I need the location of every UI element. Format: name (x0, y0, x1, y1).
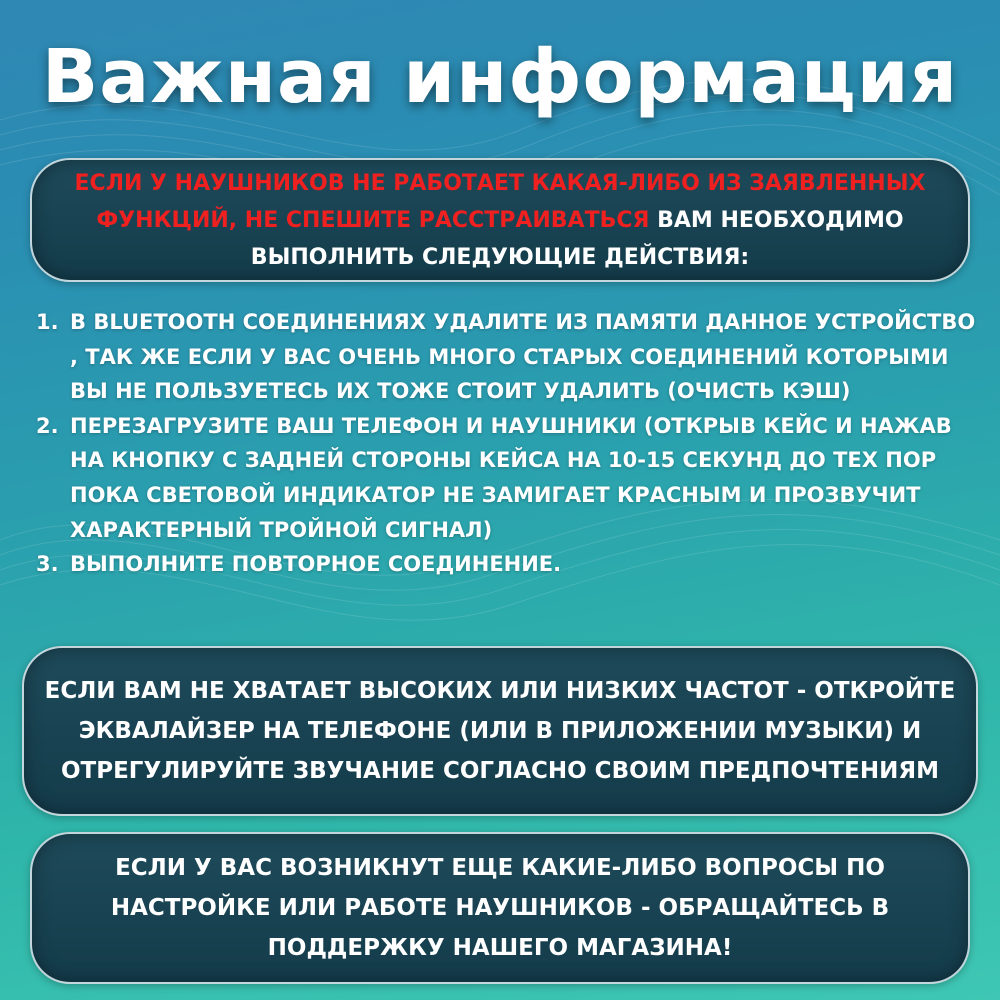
step-text: ПЕРЕЗАГРУЗИТЕ ВАШ ТЕЛЕФОН И НАУШНИКИ (ОТКРЫВ КЕЙС И НАЖАВ НА КНОПКУ С ЗАДНЕЙ СТОРОНЫ КЕЙСА НА 10-15 СЕКУНД ДО ТЕХ ПОР ПОКА СВЕТОВОЙ ИНДИКАТОР НЕ ЗАМИГАЕТ КРАСНЫМ И ПРОЗВУЧИТ ХАРАКТЕРНЫЙ ТРОЙНОЙ СИГНАЛ) (70, 413, 952, 542)
equalizer-tip-panel (22, 646, 978, 816)
list-item (30, 305, 985, 409)
equalizer-tip-text: ЕСЛИ ВАМ НЕ ХВАТАЕТ ВЫСОКИХ ИЛИ НИЗКИХ ЧАСТОТ - ОТКРОЙТЕ ЭКВАЛАЙЗЕР НА ТЕЛЕФОНЕ (ИЛИ В ПРИЛОЖЕНИИ МУЗЫКИ) И ОТРЕГУЛИРУЙТЕ ЗВУЧАНИЕ СОГЛАСНО СВОИМ ПРЕДПОЧТЕНИЯМ (44, 678, 956, 784)
list-item (30, 409, 985, 547)
step-text: В BLUETOOTH СОЕДИНЕНИЯХ УДАЛИТЕ ИЗ ПАМЯТИ ДАННОЕ УСТРОЙСТВО , ТАК ЖЕ ЕСЛИ У ВАС ОЧЕНЬ МНОГО СТАРЫХ СОЕДИНЕНИЙ КОТОРЫМИ ВЫ НЕ ПОЛЬЗУЕТЕСЬ ИХ ТОЖЕ СТОИТ УДАЛИТЬ (ОЧИСТЬ КЭШ) (70, 310, 976, 404)
step-text: ВЫПОЛНИТЕ ПОВТОРНОЕ СОЕДИНЕНИЕ. (70, 552, 562, 577)
warning-highlight: ЕСЛИ У НАУШНИКОВ НЕ РАБОТАЕТ КАКАЯ-ЛИБО ИЗ ЗАЯВЛЕННЫХ ФУНКЦИЙ, НЕ СПЕШИТЕ РАССТРАИВАТЬСЯ (74, 170, 926, 233)
warning-panel (30, 158, 970, 282)
step-number: 2. (36, 413, 59, 438)
warning-rest: ВАМ НЕОБХОДИМО ВЫПОЛНИТЬ СЛЕДУЮЩИЕ ДЕЙСТВИЯ: (250, 207, 904, 270)
steps-list (30, 305, 985, 582)
support-text: ЕСЛИ У ВАС ВОЗНИКНУТ ЕЩЕ КАКИЕ-ЛИБО ВОПРОСЫ ПО НАСТРОЙКЕ ИЛИ РАБОТЕ НАУШНИКОВ - ОБРАЩАЙТЕСЬ В ПОДДЕРЖКУ НАШЕГО МАГАЗИНА! (110, 855, 890, 961)
list-item (30, 547, 985, 582)
step-number: 1. (36, 310, 59, 334)
warning-text (32, 165, 968, 276)
page-title: Важная информация (41, 34, 959, 120)
support-panel (30, 832, 970, 984)
step-number: 3. (36, 552, 59, 577)
